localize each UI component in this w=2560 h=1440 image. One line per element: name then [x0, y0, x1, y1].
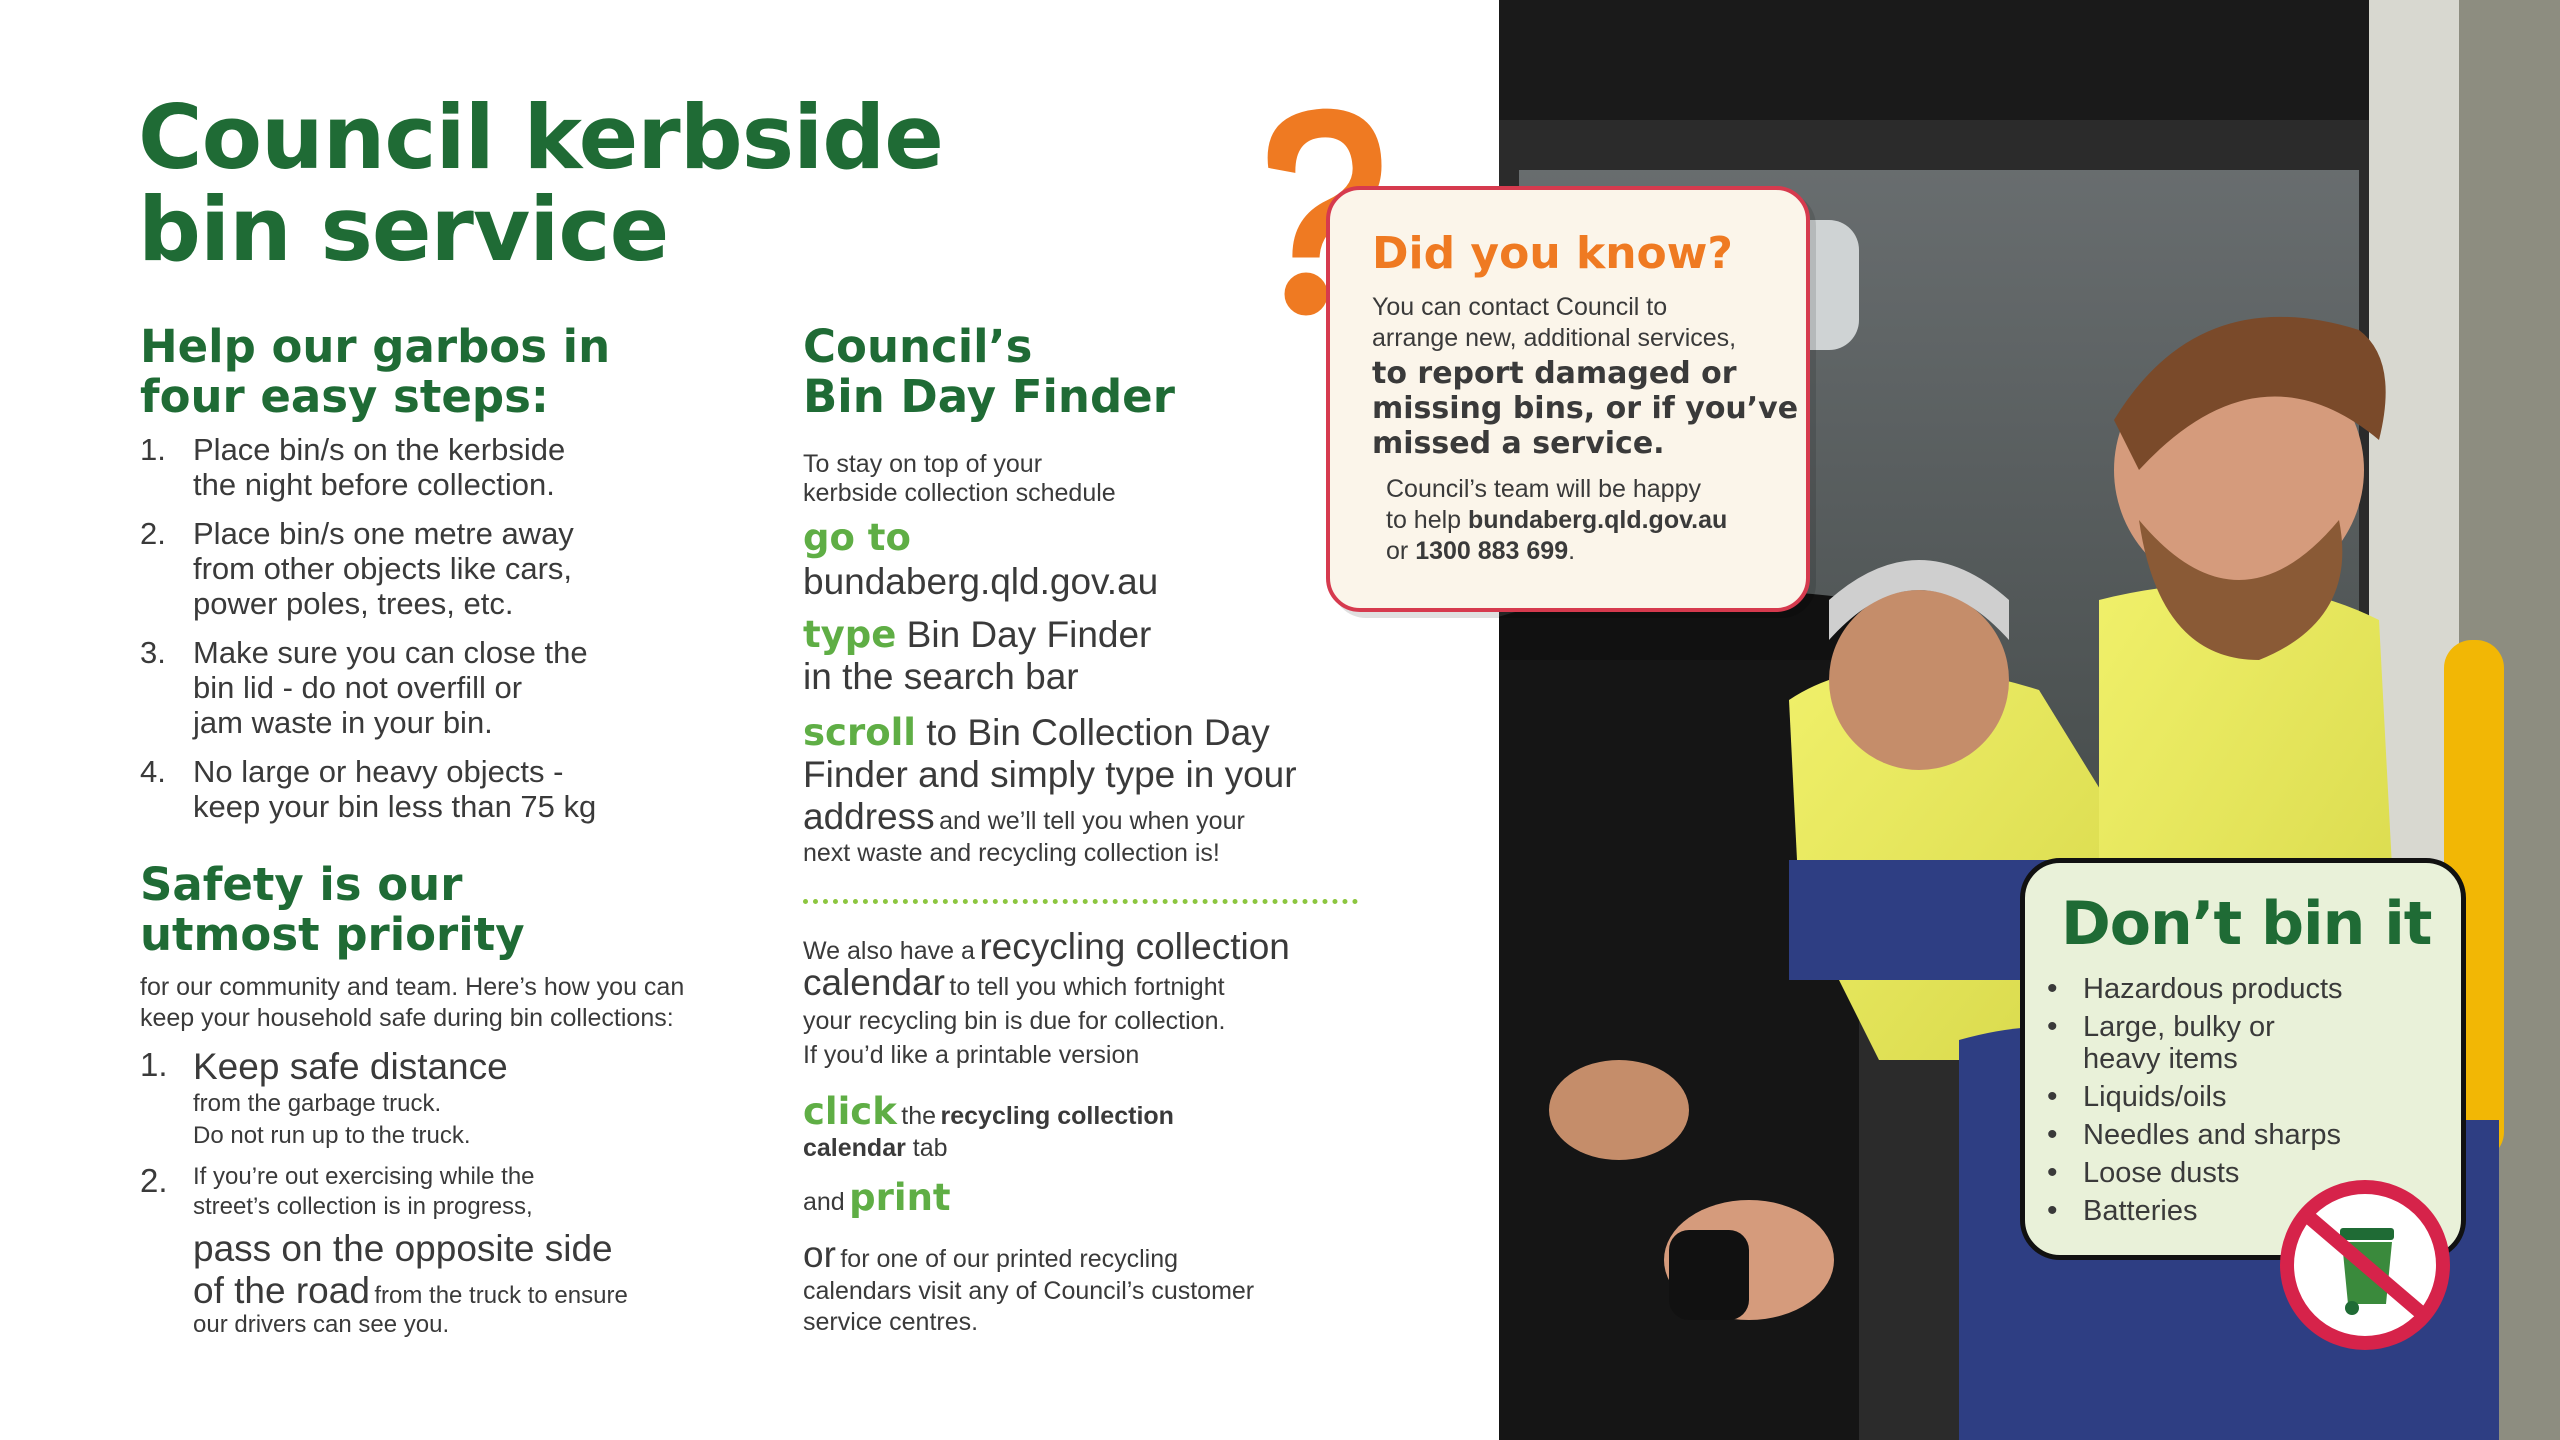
- list-item: • Liquids/oils: [2025, 1081, 2445, 1113]
- finder-print: [803, 1176, 951, 1219]
- and-text: and: [803, 1188, 845, 1216]
- council-website-link[interactable]: bundaberg.qld.gov.au: [1468, 506, 1728, 534]
- list-item: • Batteries: [2025, 1195, 2445, 1227]
- did-you-know-help-line: or: [1386, 537, 1409, 565]
- or-small: for one of our printed recycling: [840, 1245, 1179, 1273]
- safety-small-text: from the truck to ensure: [374, 1282, 628, 1309]
- did-you-know-card: [1326, 186, 1810, 612]
- step-item: [138, 754, 758, 824]
- safety-intro-line: for our community and team. Here’s how you can: [140, 973, 685, 1001]
- step-number: 1.: [140, 432, 166, 467]
- finder-scroll-small: and we’ll tell you when your: [939, 807, 1245, 835]
- click-text-bold: calendar: [803, 1134, 906, 1162]
- calendar-big: recycling collection: [979, 926, 1290, 967]
- finder-intro-line: kerbside collection schedule: [803, 479, 1116, 507]
- step-text: Place bin/s one metre away: [193, 516, 574, 551]
- did-you-know-help-line: to help: [1386, 506, 1462, 534]
- finder-scroll-text: address: [803, 796, 935, 837]
- step-text: power poles, trees, etc.: [193, 586, 514, 621]
- steps-heading-line-2: four easy steps:: [140, 370, 549, 423]
- scroll-keyword: scroll: [803, 711, 916, 754]
- calendar-small: to tell you which fortnight: [949, 973, 1225, 1001]
- step-item: [138, 516, 758, 621]
- click-text: tab: [912, 1134, 948, 1162]
- step-text: bin lid - do not overfill or: [193, 670, 523, 705]
- safety-intro: [140, 972, 760, 1034]
- did-you-know-bold-line: to report damaged or: [1372, 356, 1737, 391]
- did-you-know-bold: [1372, 356, 1802, 461]
- finder-intro: [803, 450, 1116, 508]
- safety-small-text: street’s collection is in progress,: [193, 1193, 533, 1220]
- calendar-small: your recycling bin is due for collection.: [803, 1007, 1226, 1035]
- finder-click: [803, 1090, 1363, 1164]
- finder-or: [803, 1234, 1363, 1338]
- print-keyword: print: [849, 1176, 951, 1219]
- finder-calendar: [803, 926, 1393, 1072]
- steps-heading: [140, 322, 610, 422]
- page-title: [138, 86, 943, 281]
- list-item: • Needles and sharps: [2025, 1119, 2445, 1151]
- safety-small-text: Do not run up to the truck.: [193, 1122, 471, 1149]
- safety-number: 1.: [140, 1046, 168, 1083]
- finder-type-text: Bin Day Finder: [906, 614, 1152, 655]
- finder-type: [803, 614, 1363, 698]
- safety-small-text: from the garbage truck.: [193, 1090, 442, 1117]
- dont-bin-it-heading: Don’t bin it: [2061, 889, 2432, 959]
- step-text: Make sure you can close the: [193, 635, 588, 670]
- click-text: the: [901, 1102, 937, 1130]
- safety-big-text: of the road: [193, 1270, 370, 1311]
- safety-intro-line: keep your household safe during bin collections:: [140, 1004, 674, 1032]
- safety-heading-line-1: Safety is our: [140, 858, 463, 911]
- safety-list: [138, 1046, 738, 1348]
- click-keyword: click: [803, 1090, 897, 1133]
- website-link[interactable]: bundaberg.qld.gov.au: [803, 561, 1159, 602]
- did-you-know-line: You can contact Council to: [1372, 293, 1668, 321]
- no-bin-icon: [2280, 1180, 2450, 1350]
- finder-heading: [803, 322, 1175, 422]
- safety-small-text: If you’re out exercising while the: [193, 1163, 535, 1190]
- did-you-know-help: [1386, 474, 1806, 567]
- finder-scroll: [803, 712, 1383, 869]
- finder-scroll-small: next waste and recycling collection is!: [803, 839, 1220, 867]
- or-small: calendars visit any of Council’s customer: [803, 1277, 1255, 1305]
- title-line-2: bin service: [138, 178, 669, 281]
- step-item: [138, 432, 758, 502]
- finder-goto: [803, 516, 1363, 605]
- safety-number: 2.: [140, 1162, 168, 1199]
- dotted-divider: [803, 899, 1358, 904]
- council-phone-number[interactable]: 1300 883 699: [1415, 537, 1569, 565]
- finder-heading-line-2: Bin Day Finder: [803, 370, 1175, 423]
- click-text-bold: recycling collection: [940, 1102, 1174, 1130]
- goto-keyword: go to: [803, 516, 911, 559]
- finder-scroll-text: to Bin Collection Day: [926, 712, 1270, 753]
- steps-list: [138, 432, 758, 838]
- steps-heading-line-1: Help our garbos in: [140, 320, 611, 373]
- did-you-know-help-line: Council’s team will be happy: [1386, 475, 1701, 503]
- list-item: • Hazardous products: [2025, 973, 2445, 1005]
- did-you-know-heading: Did you know?: [1372, 228, 1733, 279]
- did-you-know-bold-line: missing bins, or if you’ve: [1372, 391, 1799, 426]
- safety-big-text: pass on the opposite side: [193, 1228, 613, 1269]
- step-number: 2.: [140, 516, 166, 551]
- step-text: jam waste in your bin.: [193, 705, 493, 740]
- step-number: 4.: [140, 754, 166, 789]
- step-item: [138, 635, 758, 740]
- finder-intro-line: To stay on top of your: [803, 450, 1043, 478]
- safety-item: [138, 1162, 738, 1338]
- list-item: • Loose dusts: [2025, 1157, 2445, 1189]
- calendar-big: calendar: [803, 962, 945, 1003]
- or-text: or: [803, 1234, 836, 1275]
- step-number: 3.: [140, 635, 166, 670]
- finder-type-text: in the search bar: [803, 656, 1079, 697]
- step-text: No large or heavy objects -: [193, 754, 564, 789]
- safety-heading-line-2: utmost priority: [140, 908, 525, 961]
- finder-scroll-text: Finder and simply type in your: [803, 754, 1297, 795]
- safety-big-text: Keep safe distance: [193, 1046, 508, 1087]
- list-item: • Large, bulky or heavy items: [2025, 1011, 2293, 1075]
- title-line-1: Council kerbside: [138, 86, 943, 189]
- did-you-know-help-end: .: [1568, 537, 1576, 565]
- calendar-small: If you’d like a printable version: [803, 1041, 1140, 1069]
- or-small: service centres.: [803, 1308, 979, 1336]
- finder-heading-line-1: Council’s: [803, 320, 1033, 373]
- step-text: from other objects like cars,: [193, 551, 573, 586]
- safety-item: [138, 1046, 738, 1152]
- step-text: the night before collection.: [193, 467, 555, 502]
- type-keyword: type: [803, 613, 897, 656]
- calendar-small: We also have a: [803, 937, 975, 965]
- safety-heading: [140, 860, 525, 960]
- did-you-know-bold-line: missed a service.: [1372, 426, 1665, 461]
- did-you-know-line: arrange new, additional services,: [1372, 324, 1737, 352]
- step-text: keep your bin less than 75 kg: [193, 789, 597, 824]
- did-you-know-intro: [1372, 292, 1802, 354]
- safety-small-text: our drivers can see you.: [193, 1311, 450, 1338]
- step-text: Place bin/s on the kerbside: [193, 432, 566, 467]
